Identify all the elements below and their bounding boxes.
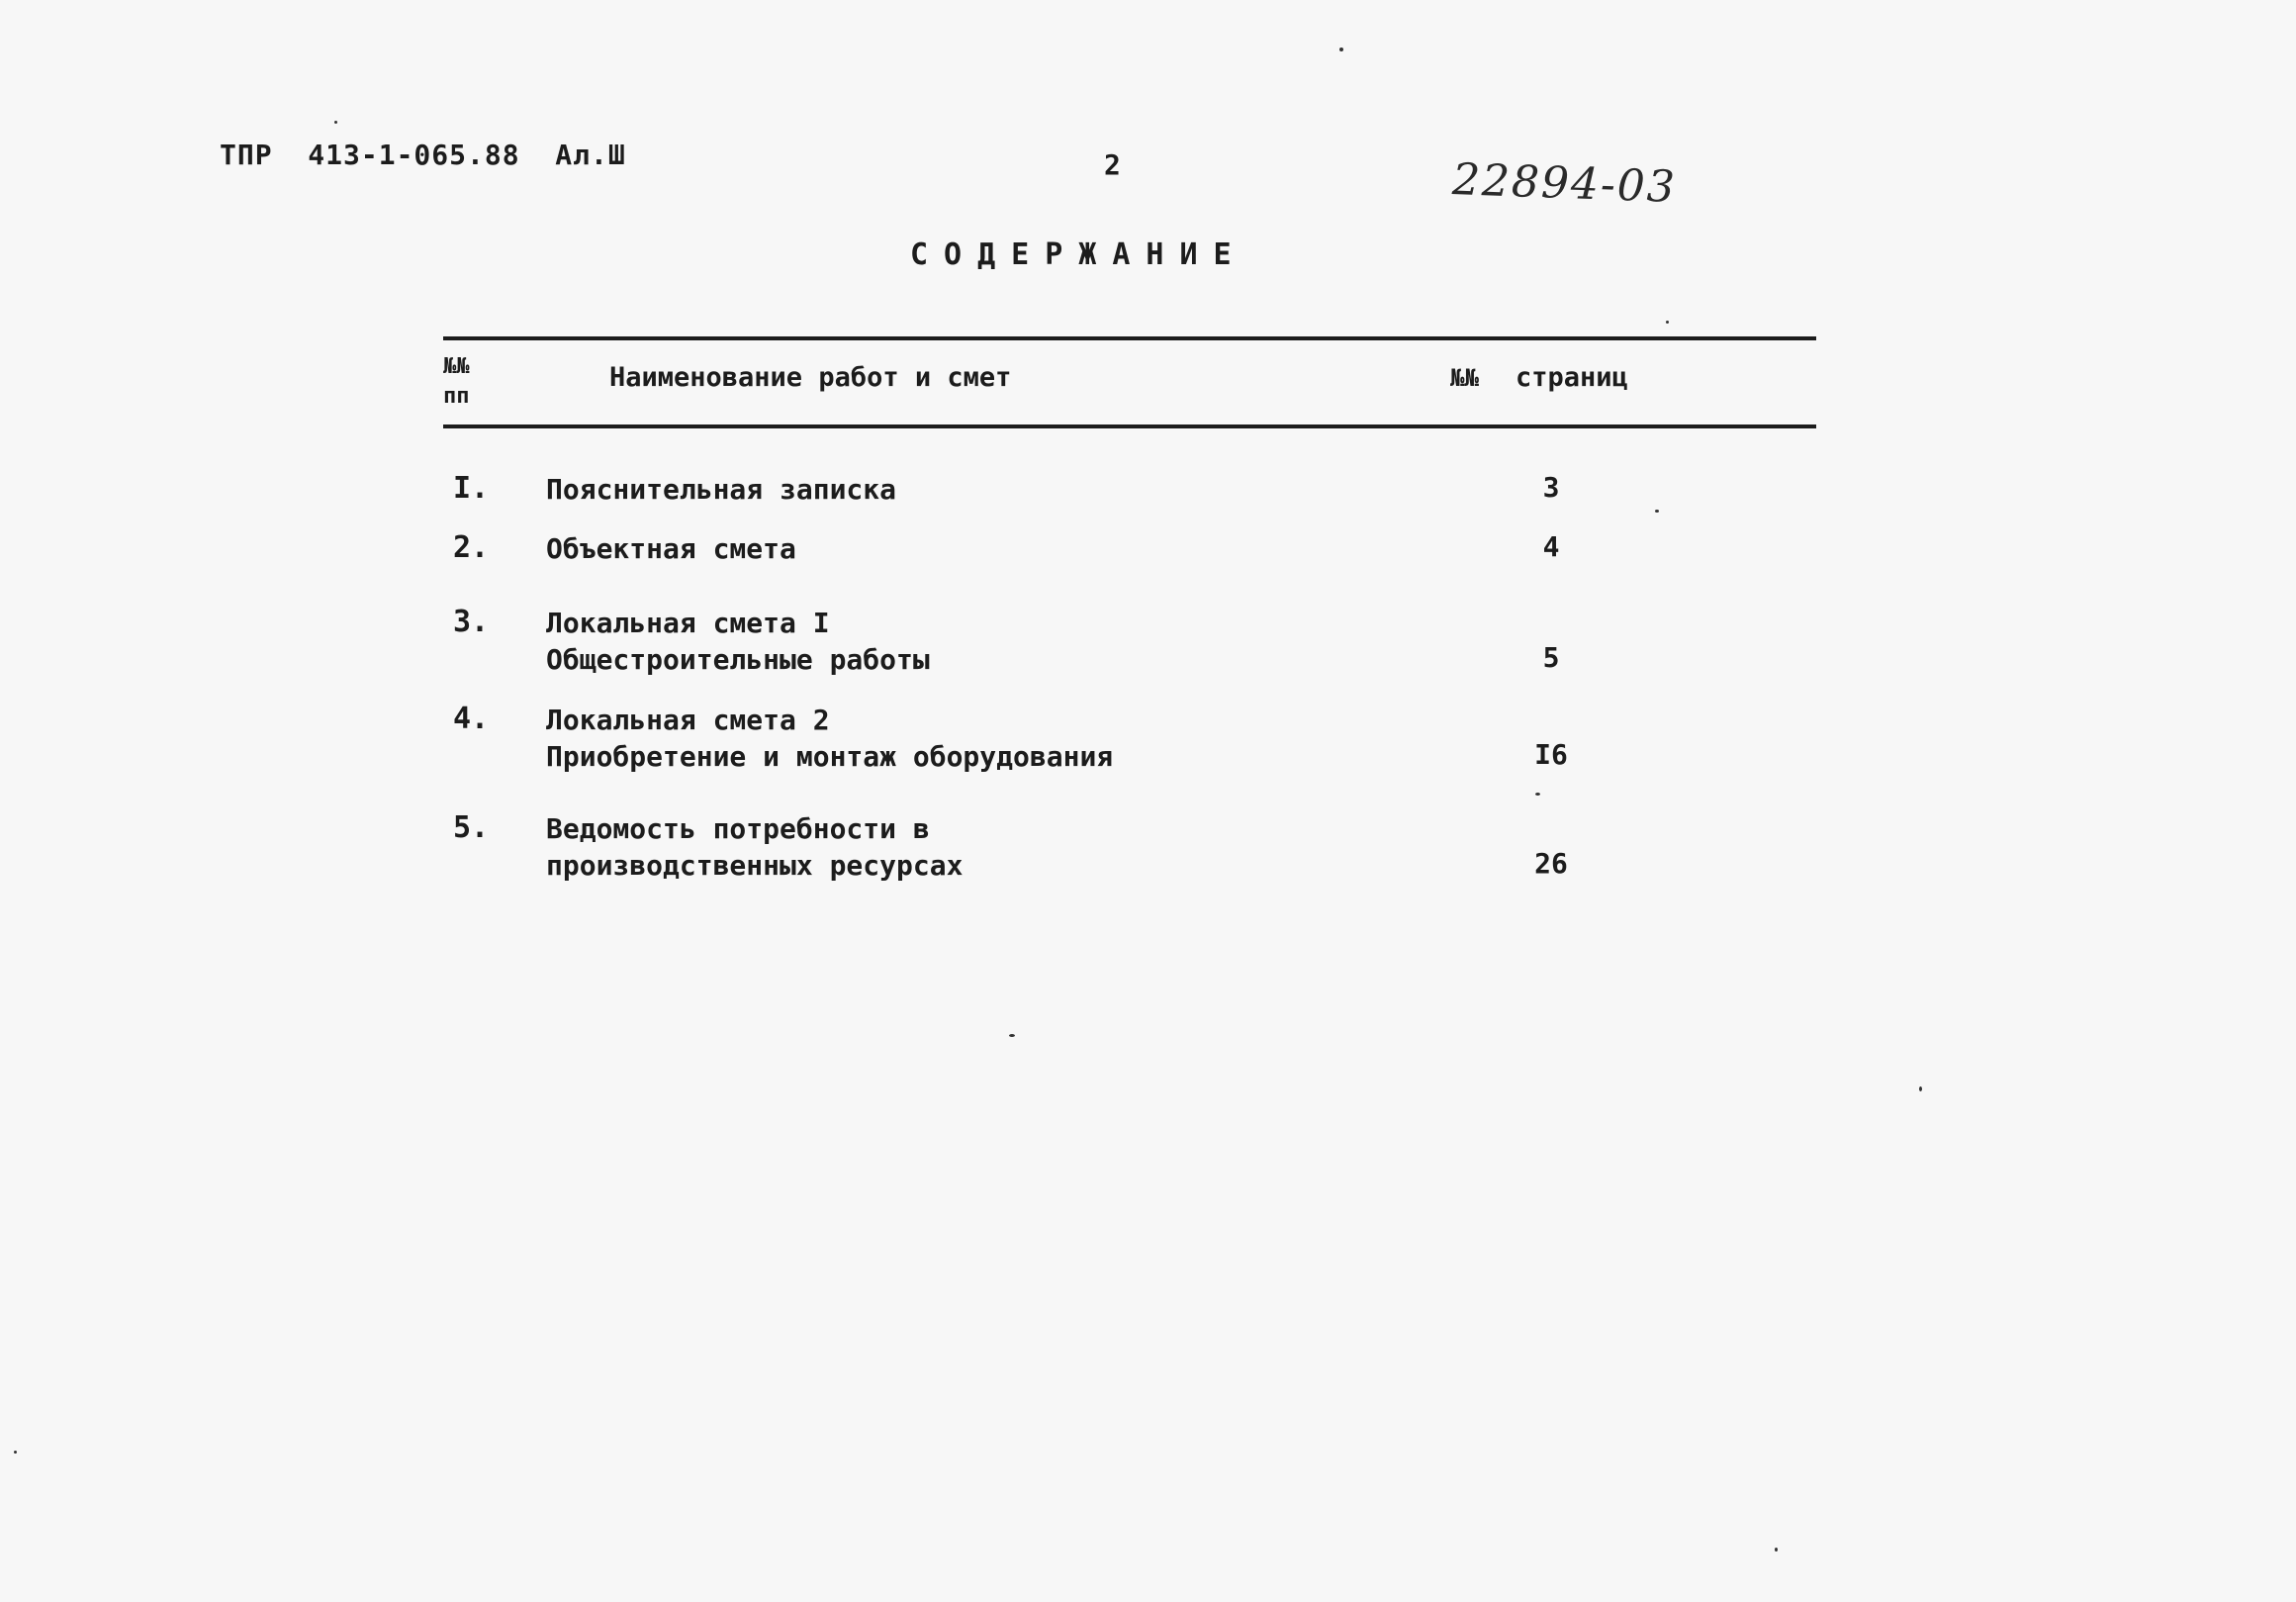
column-header-pages: страниц [1515, 362, 1628, 393]
scan-speck [1655, 510, 1659, 513]
row-page: I6 [1534, 738, 1568, 771]
row-number: 4. [453, 702, 490, 736]
table-top-rule [443, 336, 1816, 340]
page-title: СОДЕРЖАНИЕ [910, 237, 1247, 272]
row-number: I. [453, 471, 490, 506]
page-number: 2 [1104, 148, 1121, 181]
table-header-rule [443, 424, 1816, 428]
scan-speck [1009, 1034, 1015, 1037]
scan-speck [1535, 793, 1540, 796]
row-subtitle: производственных ресурсах [546, 849, 964, 882]
document-code: ТПР 413-1-065.88 Ал.Ш [220, 139, 626, 171]
column-header-name: Наименование работ и смет [609, 362, 1012, 393]
row-number: 3. [453, 605, 490, 639]
column-header-pages-mark: №№ [1450, 364, 1479, 392]
row-title: Пояснительная записка [546, 473, 897, 506]
row-page: 26 [1534, 847, 1568, 880]
scan-speck [334, 121, 337, 124]
row-subtitle: Приобретение и монтаж оборудования [546, 740, 1114, 773]
row-page: 3 [1542, 471, 1560, 504]
scan-speck [1666, 321, 1669, 324]
scan-speck [1339, 47, 1343, 51]
row-title: Локальная смета 2 [546, 704, 830, 736]
row-title: Ведомость потребности в [546, 812, 930, 845]
row-number: 2. [453, 530, 490, 565]
scan-speck [1919, 1086, 1922, 1091]
row-page: 5 [1542, 641, 1560, 674]
column-header-number: №№ пп [443, 354, 470, 409]
row-title: Локальная смета I [546, 607, 830, 639]
row-subtitle: Общестроительные работы [546, 643, 930, 676]
handwritten-inventory-number: 22894-03 [1451, 154, 1678, 213]
scan-speck [1775, 1548, 1778, 1552]
scan-speck [14, 1451, 17, 1454]
row-page: 4 [1542, 530, 1560, 563]
row-number: 5. [453, 810, 490, 845]
row-title: Объектная смета [546, 532, 796, 565]
